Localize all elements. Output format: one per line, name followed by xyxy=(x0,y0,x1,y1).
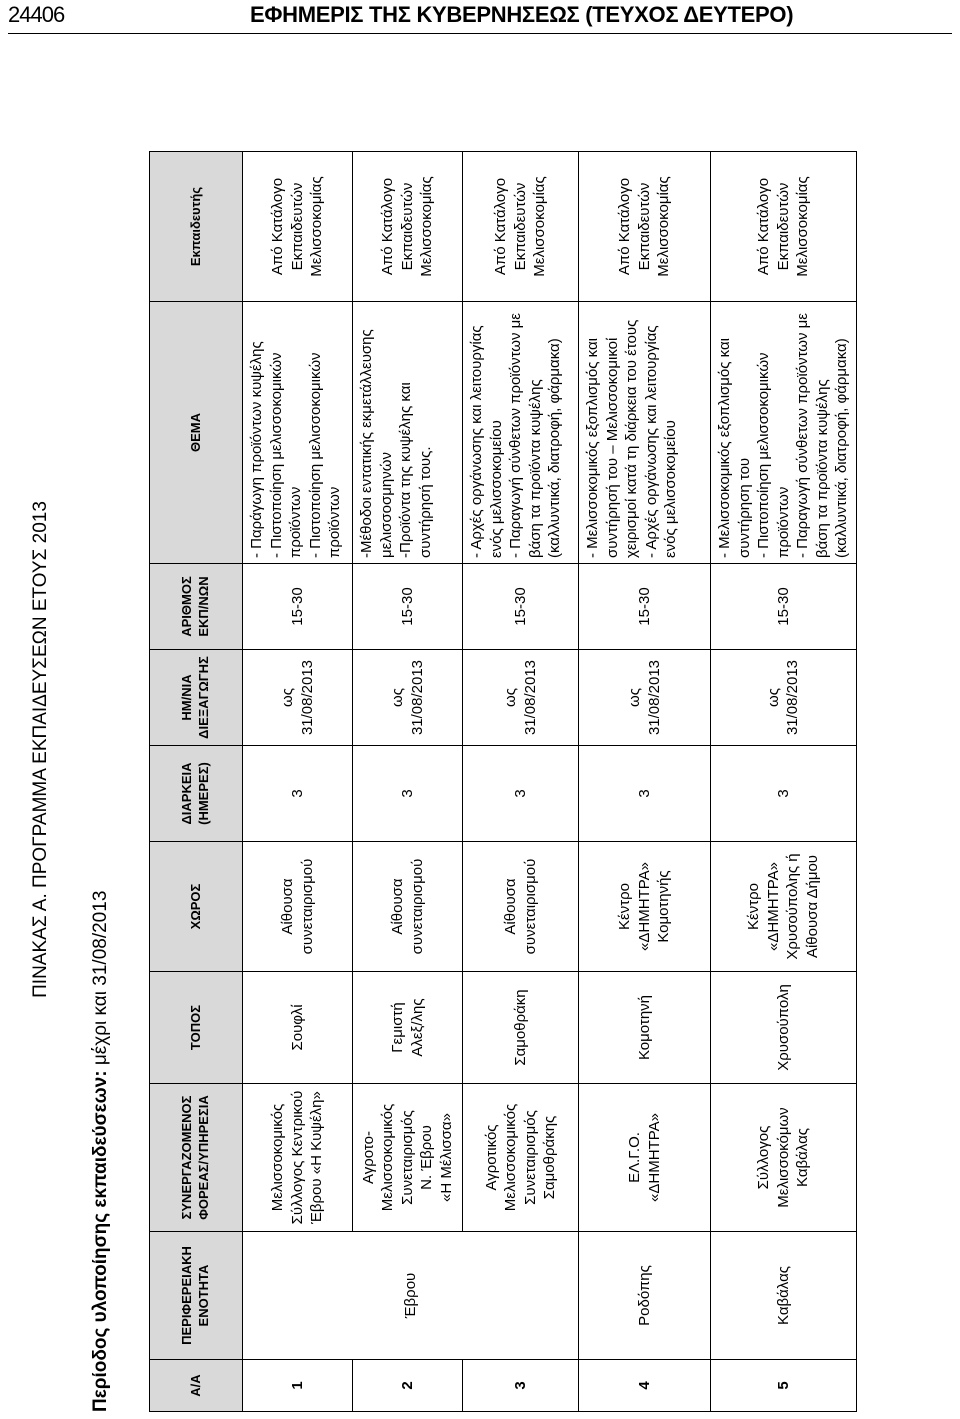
subject-cell xyxy=(579,302,711,564)
duration-cell: 3 xyxy=(463,746,579,842)
page-number: 24406 xyxy=(8,2,65,27)
period-label: Περίοδος υλοποίησης εκπαιδεύσεων: xyxy=(90,1070,111,1412)
date-cell: ως 31/08/2013 xyxy=(579,650,711,746)
subject-item: - Παραγωγή σύνθετων προϊόντων με βάση τα προϊόντα κυψέλης (καλλυντικά, διατροφή, φάρμακα) xyxy=(507,313,563,558)
place-cell: Σαμοθράκη xyxy=(463,972,579,1084)
col-header-region: ΠΕΡΙΦΕΡΕΙΑΚΗ ΕΝΟΤΗΤΑ xyxy=(150,1232,243,1360)
place-cell: Σουφλί xyxy=(243,972,353,1084)
place-cell: Χρυσούπολη xyxy=(711,972,857,1084)
col-header-place: ΤΟΠΟΣ xyxy=(150,972,243,1084)
date-cell: ως 31/08/2013 xyxy=(243,650,353,746)
gazette-title: ΕΦΗΜΕΡΙΣ ΤΗΣ ΚΥΒΕΡΝΗΣΕΩΣ (ΤΕΥΧΟΣ ΔΕΥΤΕΡΟ) xyxy=(250,2,794,27)
venue-cell: Κέντρο «ΔΗΜΗΤΡΑ» Χρυσούπολης ή Αίθουσα Δήμου xyxy=(711,842,857,972)
trainer-cell: Από Κατάλογο Εκπαιδευτών Μελισσοκομίας xyxy=(463,152,579,302)
trainees-cell: 15-30 xyxy=(579,564,711,650)
col-header-trainer: Εκπαιδευτής xyxy=(150,152,243,302)
duration-cell: 3 xyxy=(579,746,711,842)
subject-item: - Αρχές οργάνωσης και λειτουργίας ενός μελισσοκομείου xyxy=(642,325,679,558)
place-cell: Γεμιστή Αλεξ/λης xyxy=(353,972,463,1084)
training-program-table xyxy=(149,151,857,1412)
region-cell: Καβάλας xyxy=(711,1232,857,1360)
date-cell: ως 31/08/2013 xyxy=(353,650,463,746)
row-number: 4 xyxy=(579,1360,711,1412)
trainees-cell: 15-30 xyxy=(353,564,463,650)
date-cell: ως 31/08/2013 xyxy=(711,650,857,746)
subject-item: -Προϊόντα της κυψέλης και συντήρησή τους. xyxy=(397,382,434,558)
subject-item: - Μελισσοκομικός εξοπλισμός και συντήρηση του xyxy=(716,338,753,558)
partner-cell: Μελισσοκομικός Σύλλογος Κεντρικού Έβρου «Η Κυψέλη» xyxy=(243,1084,353,1232)
trainees-cell: 15-30 xyxy=(711,564,857,650)
table-header-row xyxy=(150,152,243,1412)
subject-cell xyxy=(353,302,463,564)
subject-item: - Πιστοποίηση μελισσοκομικών προϊόντων xyxy=(267,352,304,558)
col-header-date: ΗΜ/ΝΙΑ ΔΙΕΞΑΓΩΓΗΣ xyxy=(150,650,243,746)
partner-cell: ΕΛ.Γ.Ο. «ΔΗΜΗΤΡΑ» xyxy=(579,1084,711,1232)
subject-cell xyxy=(711,302,857,564)
col-header-venue: ΧΩΡΟΣ xyxy=(150,842,243,972)
table-row xyxy=(711,152,857,1412)
date-cell: ως 31/08/2013 xyxy=(463,650,579,746)
page-header xyxy=(0,0,960,46)
venue-cell: Αίθουσα συνεταιρισμού xyxy=(243,842,353,972)
trainer-cell: Από Κατάλογο Εκπαιδευτών Μελισσοκομίας xyxy=(579,152,711,302)
subject-cell xyxy=(243,302,353,564)
region-cell: Έβρου xyxy=(243,1232,579,1360)
implementation-period xyxy=(90,891,112,1412)
col-header-duration: ΔΙΑΡΚΕΙΑ (ΗΜΕΡΕΣ) xyxy=(150,746,243,842)
row-number: 2 xyxy=(353,1360,463,1412)
subject-cell xyxy=(463,302,579,564)
row-number: 1 xyxy=(243,1360,353,1412)
subject-item: - Πιστοποίηση μελισσοκομικών προϊόντων xyxy=(306,352,343,558)
header-divider xyxy=(8,33,952,34)
subject-item: -Μέθοδοι εντατικής εκμετάλλευσης μελισσοσμηνών xyxy=(358,329,395,558)
subject-item: - Μελισσοκομικός εξοπλισμός και συντήρησή του – Μελισσοκομικοί χειρισμοί κατά τη διάρκεια του έτους xyxy=(584,319,640,558)
venue-cell: Αίθουσα συνεταιρισμού xyxy=(353,842,463,972)
table-row xyxy=(243,152,353,1412)
trainer-cell: Από Κατάλογο Εκπαιδευτών Μελισσοκομίας xyxy=(353,152,463,302)
place-cell: Κομοτηνή xyxy=(579,972,711,1084)
subject-item: - Πιστοποίηση μελισσοκομικών προϊόντων xyxy=(755,352,792,558)
partner-cell: Αγροτο- Μελισσοκομικός Συνεταιρισμός Ν. Έβρου «Η Μέλισσα» xyxy=(353,1084,463,1232)
table-title: ΠΙΝΑΚΑΣ Α. ΠΡΟΓΡΑΜΜΑ ΕΚΠΑΙΔΕΥΣΕΩΝ ΕΤΟΥΣ 2013 xyxy=(30,501,51,998)
duration-cell: 3 xyxy=(243,746,353,842)
row-number: 3 xyxy=(463,1360,579,1412)
partner-cell: Σύλλογος Μελισσοκόμων Καβάλας xyxy=(711,1084,857,1232)
row-number: 5 xyxy=(711,1360,857,1412)
venue-cell: Αίθουσα συνεταιρισμού xyxy=(463,842,579,972)
trainer-cell: Από Κατάλογο Εκπαιδευτών Μελισσοκομίας xyxy=(243,152,353,302)
col-header-aa: Α/Α xyxy=(150,1360,243,1412)
venue-cell: Κέντρο «ΔΗΜΗΤΡΑ» Κομοτηνής xyxy=(579,842,711,972)
region-cell: Ροδόπης xyxy=(579,1232,711,1360)
col-header-trainees: ΑΡΙΘΜΟΣ ΕΚΠ/ΝΩΝ xyxy=(150,564,243,650)
subject-item: - Αρχές οργάνωσης και λειτουργίας ενός μελισσοκομείου xyxy=(468,325,505,558)
trainees-cell: 15-30 xyxy=(463,564,579,650)
table-row xyxy=(353,152,463,1412)
rotated-table-sheet xyxy=(5,87,955,1412)
col-header-partner: ΣΥΝΕΡΓΑΖΟΜΕΝΟΣ ΦΟΡΕΑΣ/ΥΠΗΡΕΣΙΑ xyxy=(150,1084,243,1232)
trainer-cell: Από Κατάλογο Εκπαιδευτών Μελισσοκομίας xyxy=(711,152,857,302)
subject-item: - Παράγωγη προϊόντων κυψέλης xyxy=(248,341,265,558)
subject-item: - Παραγωγή σύνθετων προϊόντων με βάση τα προϊόντα κυψέλης (καλλυντικά, διατροφή, φάρμακα) xyxy=(794,313,850,558)
duration-cell: 3 xyxy=(711,746,857,842)
col-header-subject: ΘΕΜΑ xyxy=(150,302,243,564)
period-value: μέχρι και 31/08/2013 xyxy=(90,890,111,1071)
trainees-cell: 15-30 xyxy=(243,564,353,650)
duration-cell: 3 xyxy=(353,746,463,842)
table-row xyxy=(579,152,711,1412)
table-row xyxy=(463,152,579,1412)
partner-cell: Αγροτικός Μελισσοκομικός Συνεταιρισμός Σαμοθράκης xyxy=(463,1084,579,1232)
